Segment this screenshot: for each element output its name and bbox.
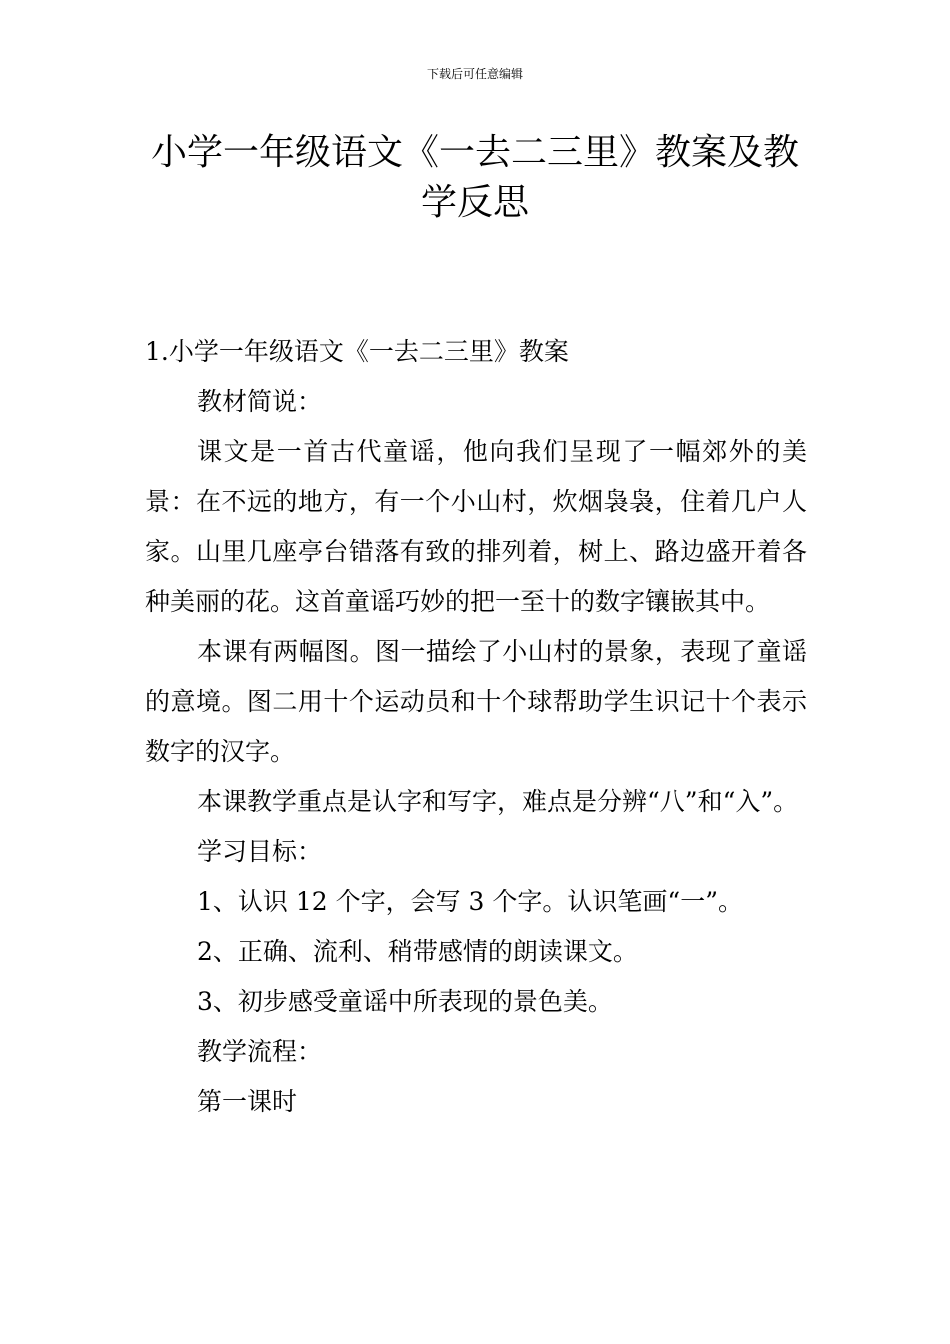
objective-item-1: 1、认识 12 个字，会写 3 个字。认识笔画“一”。 <box>197 887 743 916</box>
document-body <box>145 327 807 1127</box>
header-note: 下载后可任意编辑 <box>426 67 523 81</box>
paragraph-first-lesson: 第一课时 <box>197 1087 298 1116</box>
objective-item-3: 3、初步感受童谣中所表现的景色美。 <box>197 987 613 1016</box>
paragraph-illustrations: 本课有两幅图。图一描绘了小山村的景象，表现了童谣的意境。图二用十个运动员和十个球帮助学生识记十个表示数字的汉字。 <box>145 637 807 766</box>
paragraph-key-points: 本课教学重点是认字和写字，难点是分辨“八”和“入”。 <box>197 787 799 816</box>
paragraph-material-intro-label: 教材简说： <box>197 387 323 416</box>
document-title: 小学一年级语文《一去二三里》教案及教学反思 <box>150 132 799 223</box>
paragraph-objectives-label: 学习目标： <box>197 837 323 866</box>
section-heading: 1.小学一年级语文《一去二三里》教案 <box>145 337 569 366</box>
objective-item-2: 2、正确、流利、稍带感情的朗读课文。 <box>197 937 638 966</box>
paragraph-process-label: 教学流程： <box>197 1037 323 1066</box>
paragraph-text-description: 课文是一首古代童谣，他向我们呈现了一幅郊外的美景：在不远的地方，有一个小山村，炊烟袅袅，住着几户人家。山里几座亭台错落有致的排列着，树上、路边盛开着各种美丽的花。这首童谣巧妙的把一至十的数字镶嵌其中。 <box>145 437 807 616</box>
